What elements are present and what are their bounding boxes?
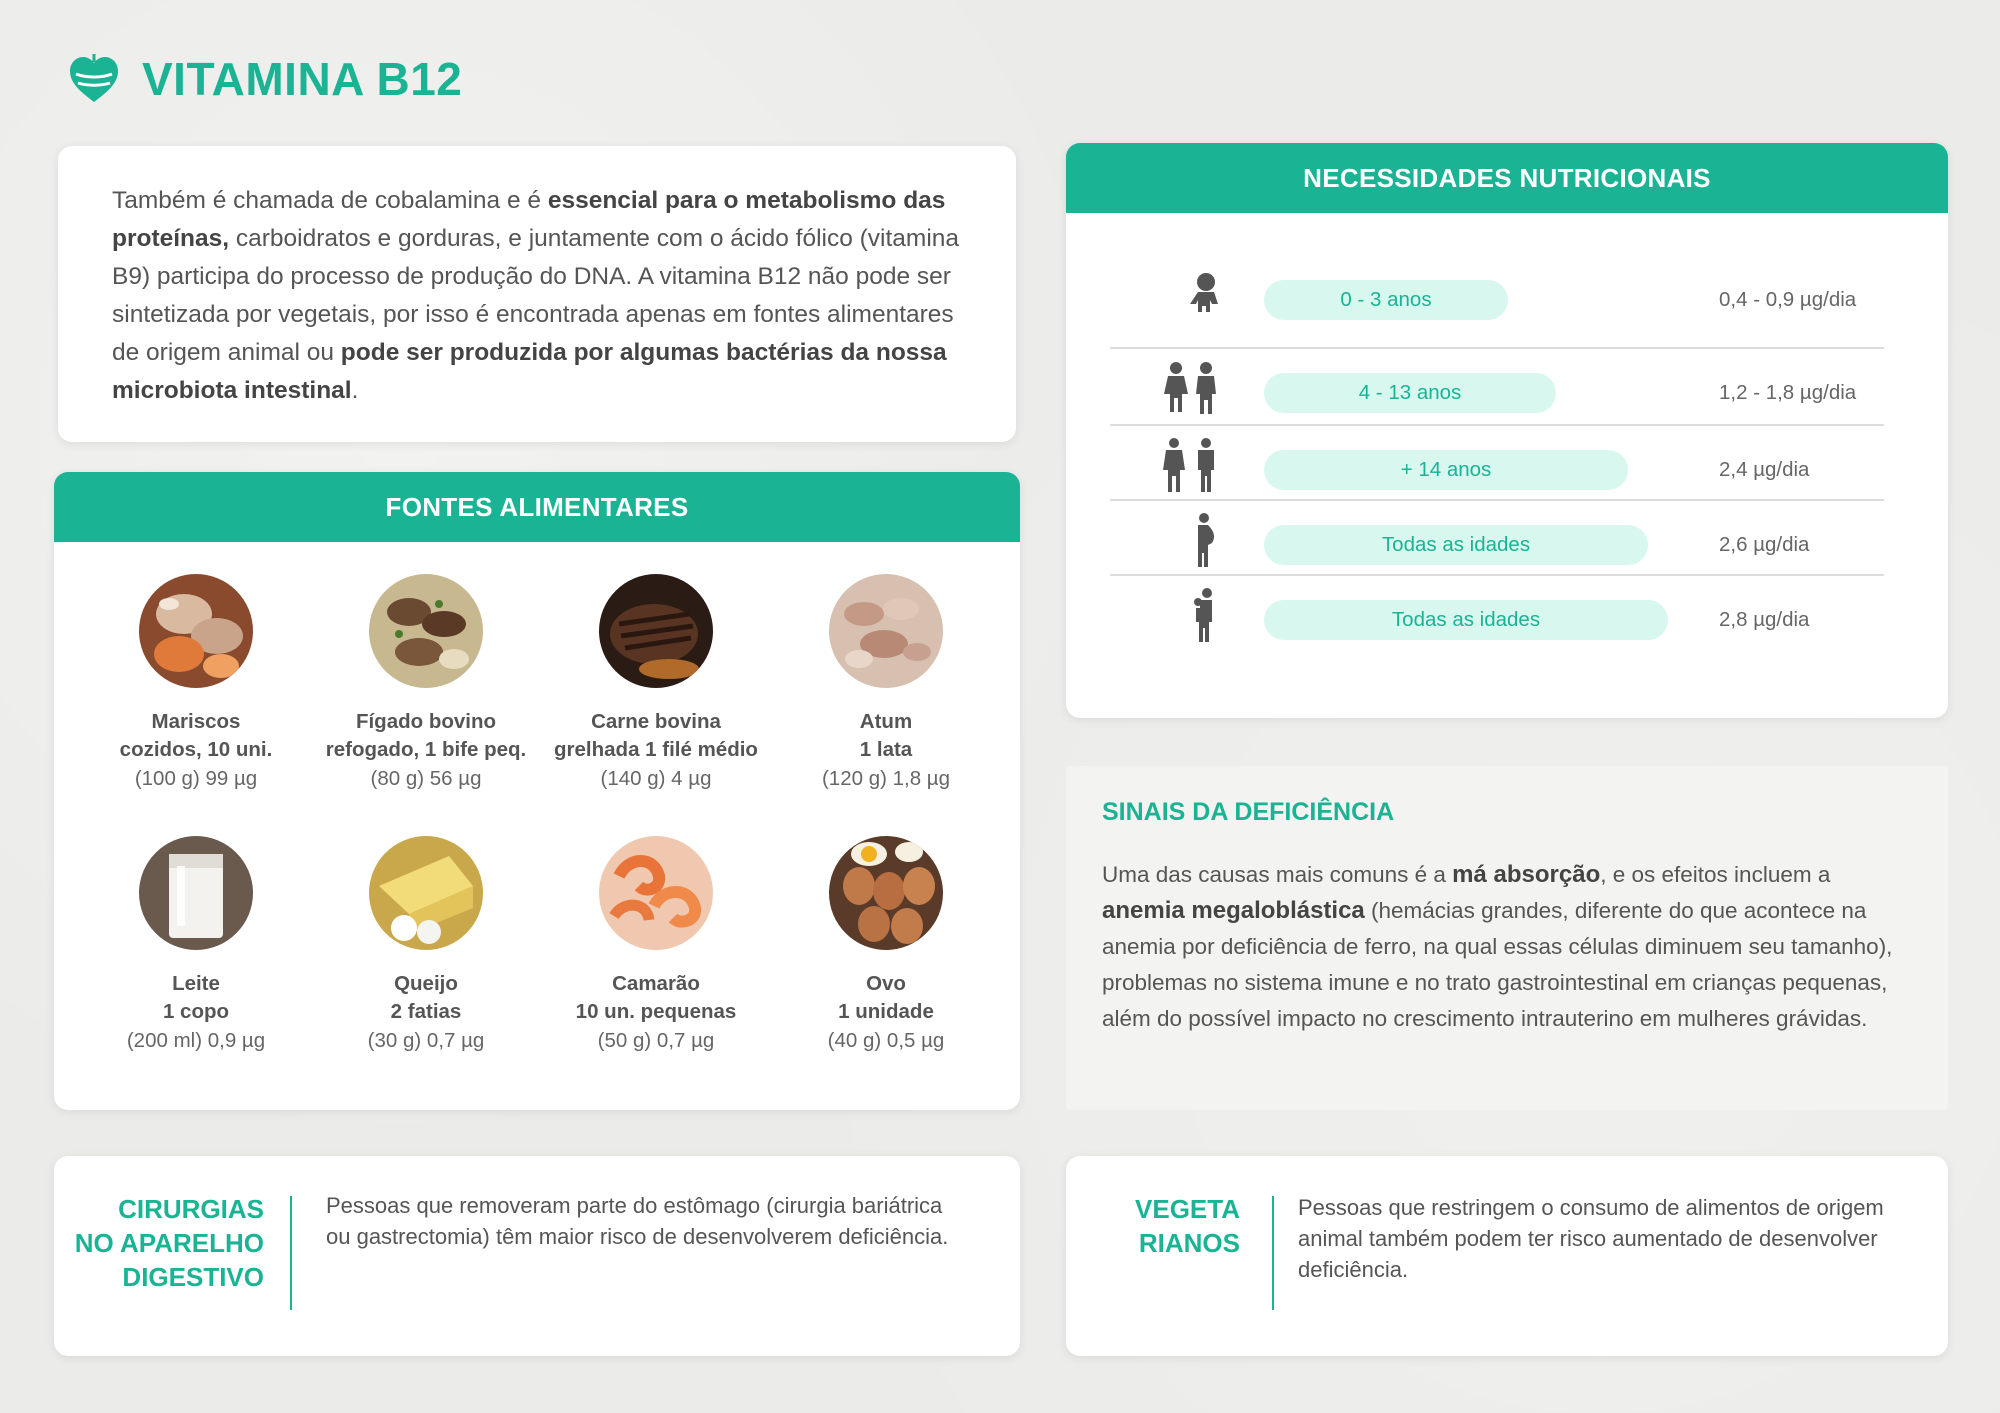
need-row [1110, 430, 1884, 505]
food-sources-card [54, 472, 1020, 1110]
vegetarians-label: VEGETA RIANOS [1135, 1194, 1240, 1258]
milk-photo [139, 836, 253, 950]
need-row [1110, 505, 1884, 580]
food-item-ovo: Ovo 1 unidade (40 g) 0,5 µg [771, 836, 1001, 1056]
page-title: VITAMINA B12 [142, 53, 463, 105]
surgery-divider [290, 1196, 292, 1310]
need-row [1110, 353, 1884, 428]
food-item-leite: Leite 1 copo (200 ml) 0,9 µg [81, 836, 311, 1056]
row-divider [1110, 347, 1884, 349]
need-value: 2,4 µg/dia [1719, 458, 1810, 481]
food-sources-title: FONTES ALIMENTARES [54, 472, 1020, 542]
deficiency-signs-text: Uma das causas mais comuns é a má absorção, e os efeitos incluem a anemia megaloblástica (hemácias grandes, diferente do que acontece na anemia por deficiência de ferro, na qual essas células diminuem seu tamanho), problemas no sistema imune e no trato gastrointestinal em crianças pequenas, além do possível impacto no crescimento intrauterino em mulheres grávidas. [1102, 861, 1893, 1031]
children-icon [1152, 361, 1222, 417]
eggs-photo [829, 836, 943, 950]
shellfish-photo [139, 574, 253, 688]
need-value: 1,2 - 1,8 µg/dia [1719, 381, 1857, 404]
heart-leaf-icon [68, 54, 120, 104]
adults-icon [1152, 438, 1222, 494]
surgery-text: Pessoas que removeram parte do estômago (cirurgia bariátrica ou gastrectomia) têm maior risco de desenvolverem deficiência. [326, 1193, 949, 1249]
age-pill: 4 - 13 anos [1264, 373, 1556, 413]
intro-card [58, 146, 1016, 442]
vegetarians-divider [1272, 1196, 1274, 1310]
surgery-card [54, 1156, 1020, 1356]
age-pill: Todas as idades [1264, 525, 1648, 565]
row-divider [1110, 424, 1884, 426]
food-item-queijo: Queijo 2 fatias (30 g) 0,7 µg [311, 836, 541, 1056]
deficiency-signs-title: SINAIS DA DEFICIÊNCIA [1102, 798, 1395, 826]
need-value: 0,4 - 0,9 µg/dia [1719, 288, 1857, 311]
tuna-photo [829, 574, 943, 688]
surgery-label: CIRURGIAS NO APARELHO DIGESTIVO [74, 1194, 264, 1292]
need-row [1110, 260, 1884, 335]
deficiency-signs-card [1066, 766, 1948, 1110]
age-pill: 0 - 3 anos [1264, 280, 1508, 320]
food-item-carne: Carne bovina grelhada 1 filé médio (140 g) 4 µg [541, 574, 771, 794]
cheese-photo [369, 836, 483, 950]
baby-icon [1152, 268, 1222, 324]
page-header [68, 52, 462, 106]
intro-text: Também é chamada de cobalamina e é essencial para o metabolismo das proteínas, carboidratos e gorduras, e juntamente com o ácido fólico (vitamina B9) participa do processo de produção do DNA. A vitamina B12 não pode ser sintetizada por vegetais, por isso é encontrada apenas em fontes alimentares de origem animal ou pode ser produzida por algumas bactérias da nossa microbiota intestinal. [112, 187, 960, 404]
vegetarians-card [1066, 1156, 1948, 1356]
vegetarians-text: Pessoas que restringem o consumo de alimentos de origem animal também podem ter risco aumentado de desenvolver deficiência. [1298, 1195, 1884, 1282]
row-divider [1110, 574, 1884, 576]
need-row [1110, 580, 1884, 655]
food-item-mariscos: Mariscos cozidos, 10 uni. (100 g) 99 µg [81, 574, 311, 794]
age-pill: + 14 anos [1264, 450, 1628, 490]
breastfeeding-icon [1152, 588, 1222, 644]
need-value: 2,8 µg/dia [1719, 608, 1810, 631]
nutritional-needs-title: NECESSIDADES NUTRICIONAIS [1066, 143, 1948, 213]
food-item-camarao: Camarão 10 un. pequenas (50 g) 0,7 µg [541, 836, 771, 1056]
nutritional-needs-card [1066, 143, 1948, 718]
row-divider [1110, 499, 1884, 501]
age-pill: Todas as idades [1264, 600, 1668, 640]
need-value: 2,6 µg/dia [1719, 533, 1810, 556]
steak-photo [599, 574, 713, 688]
pregnant-icon [1152, 513, 1222, 569]
food-item-figado: Fígado bovino refogado, 1 bife peq. (80 g) 56 µg [311, 574, 541, 794]
liver-photo [369, 574, 483, 688]
food-item-atum: Atum 1 lata (120 g) 1,8 µg [771, 574, 1001, 794]
shrimp-photo [599, 836, 713, 950]
